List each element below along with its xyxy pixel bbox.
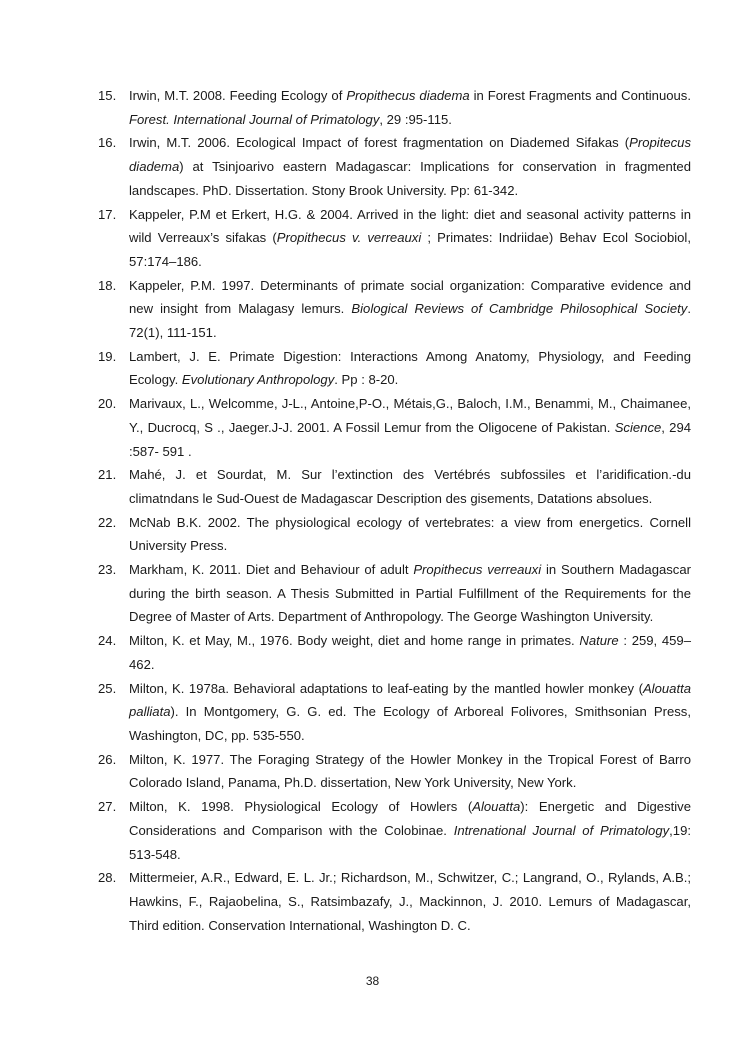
reference-number: 23. (98, 562, 117, 578)
reference-number: 25. (98, 680, 117, 696)
reference-segment: ): Energetic and Digestive Considerations and Comparison with the Colobinae. (129, 799, 691, 838)
reference-item (98, 748, 691, 795)
reference-item (98, 677, 691, 748)
reference-number: 19. (98, 348, 117, 364)
reference-item (98, 203, 691, 274)
reference-item (98, 131, 691, 202)
reference-segment: Kappeler, P.M. 1997. Determinants of primate social organization: Comparative evidence and new insight from Malagasy lemurs. (129, 277, 691, 317)
reference-italic-segment: Nature (579, 633, 619, 649)
reference-number: 27. (98, 799, 117, 815)
reference-item (98, 274, 691, 345)
reference-segment: in Southern Madagascar during the birth season. A Thesis Submitted in Partial Fulfillment of the Requirements for the Degree of Master of Arts. Department of Anthropology. The George Washington University. (129, 562, 691, 625)
reference-italic-segment: Alouatta palliata (129, 680, 691, 720)
reference-number: 22. (98, 514, 117, 530)
reference-segment: Milton, K. 1978a. Behavioral adaptations to leaf-eating by the mantled howler monkey ( (129, 680, 643, 696)
reference-text (129, 349, 691, 388)
reference-text (129, 467, 691, 506)
reference-italic-segment: Propitecus diadema (129, 135, 691, 175)
reference-segment: Marivaux, L., Welcomme, J-L., Antoine,P-O., Métais,G., Baloch, I.M., Benammi, M., Chaimanee, Y., Ducrocq, S ., Jaeger.J-J. 2001. A Fossil Lemur from the Oligocene of Pakistan. (129, 396, 691, 435)
reference-number: 20. (98, 396, 117, 412)
reference-item (98, 84, 691, 131)
reference-item (98, 629, 691, 676)
reference-segment: Mahé, J. et Sourdat, M. Sur l’extinction des Vertébrés subfossiles et l’aridification.-du climatndans le Sud-Ouest de Madagascar Description des gisements, Datations absolues. (129, 467, 691, 506)
reference-italic-segment: Propithecus v. verreauxi (276, 230, 422, 246)
reference-number: 24. (98, 633, 117, 649)
reference-italic-segment: Biological Reviews of Cambridge Philosophical Society (351, 301, 688, 317)
reference-segment: McNab B.K. 2002. The physiological ecology of vertebrates: a view from energetics. Cornell University Press. (129, 514, 691, 554)
reference-text (129, 562, 691, 624)
reference-number: 15. (98, 88, 117, 103)
reference-segment: ). In Montgomery, G. G. ed. The Ecology of Arboreal Folivores, Smithsonian Press, Washington, DC, pp. 535-550. (129, 704, 691, 743)
reference-text (129, 752, 691, 791)
reference-number: 26. (98, 751, 117, 767)
reference-segment: Kappeler, P.M et Erkert, H.G. & 2004. Arrived in the light: diet and seasonal activity patterns in wild Verreaux’s sifakas ( (129, 206, 691, 246)
reference-text (129, 799, 691, 861)
reference-item (98, 511, 691, 558)
reference-text (129, 135, 691, 197)
reference-segment: in Forest Fragments and Continuous. (469, 88, 691, 103)
reference-number: 18. (98, 277, 117, 293)
reference-item (98, 463, 691, 510)
reference-item (98, 345, 691, 392)
reference-list (98, 84, 691, 937)
reference-text (129, 88, 691, 127)
reference-segment: Irwin, M.T. 2006. Ecological Impact of forest fragmentation on Diademed Sifakas ( (129, 135, 630, 151)
reference-segment: Milton, K. et May, M., 1976. Body weight, diet and home range in primates. (129, 633, 580, 649)
reference-item (98, 866, 691, 937)
reference-segment: Mittermeier, A.R., Edward, E. L. Jr.; Richardson, M., Schwitzer, C.; Langrand, O., Rylands, A.B.; Hawkins, F., Rajaobelina, S., Ratsimbazafy, J., Mackinnon, J. 2010. Lemurs of Madagascar, Third edition. Conservation International, Washington D. C. (129, 870, 691, 933)
reference-text (129, 396, 691, 458)
reference-segment: Lambert, J. E. Primate Digestion: Interactions Among Anatomy, Physiology, and Feeding Ecology. (129, 348, 691, 388)
reference-italic-segment: Propithecus verreauxi (413, 562, 542, 578)
reference-italic-segment: Intrenational Journal of Primatology (453, 822, 670, 838)
reference-text (129, 681, 691, 743)
reference-segment: ) at Tsinjoarivo eastern Madagascar: Implications for conservation in fragmented landscapes. PhD. Dissertation. Stony Brook University. Pp: 61-342. (129, 159, 691, 198)
reference-segment: : 259, 459–462. (129, 633, 691, 672)
reference-italic-segment: Science (614, 419, 662, 435)
reference-segment: . 72(1), 111-151. (129, 301, 691, 341)
reference-item (98, 795, 691, 866)
reference-segment: ,19: 513-548. (129, 822, 691, 862)
reference-italic-segment: Propithecus diadema (346, 88, 470, 103)
reference-text (129, 870, 691, 932)
reference-number: 16. (98, 135, 117, 151)
reference-segment: Milton, K. 1998. Physiological Ecology of Howlers ( (129, 799, 473, 815)
reference-segment: . Pp : 8-20. (334, 372, 399, 388)
reference-segment: , 29 :95-115. (379, 111, 452, 127)
page-number: 38 (365, 974, 380, 988)
reference-segment: ; Primates: Indriidae) Behav Ecol Sociobiol, 57:174–186. (129, 230, 691, 269)
reference-italic-segment: Forest. International Journal of Primatology (129, 111, 380, 127)
reference-item (98, 392, 691, 463)
reference-number: 28. (98, 870, 117, 886)
reference-italic-segment: Alouatta (472, 799, 521, 815)
reference-text (129, 515, 691, 554)
reference-number: 17. (98, 206, 117, 222)
reference-text (129, 633, 691, 672)
reference-italic-segment: Evolutionary Anthropology (181, 372, 335, 388)
reference-text (129, 278, 691, 340)
reference-item (98, 558, 691, 629)
reference-number: 21. (98, 467, 117, 483)
reference-segment: Milton, K. 1977. The Foraging Strategy of the Howler Monkey in the Tropical Forest of Barro Colorado Island, Panama, Ph.D. dissertation, New York University, New York. (129, 751, 691, 791)
reference-text (129, 207, 691, 269)
reference-segment: Markham, K. 2011. Diet and Behaviour of adult (129, 562, 414, 578)
reference-segment: Irwin, M.T. 2008. Feeding Ecology of (129, 88, 347, 103)
reference-segment: , 294 :587- 591 . (129, 419, 692, 459)
